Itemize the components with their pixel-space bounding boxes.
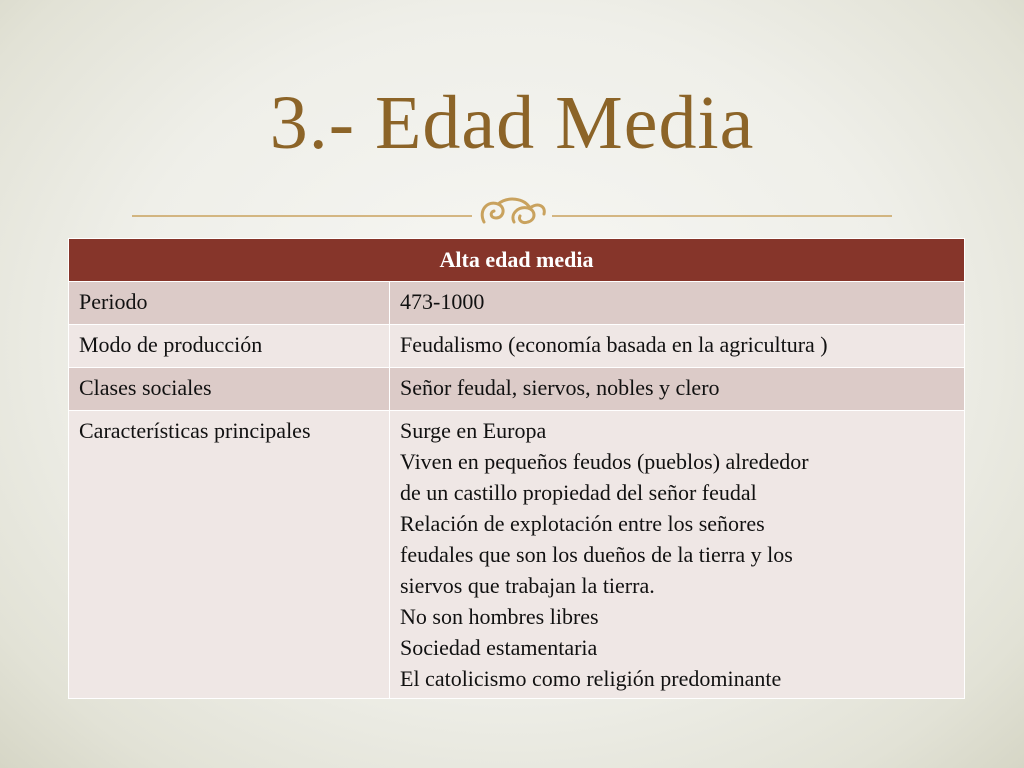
row-value-list [390,411,965,699]
row-label: Periodo [69,282,390,325]
title-divider [132,192,892,232]
characteristic-line: El catolicismo como religión predominante [400,666,782,691]
characteristic-line: de un castillo propiedad del señor feudal [400,480,757,505]
characteristic-line: Relación de explotación entre los señores [400,511,765,536]
row-value: 473-1000 [390,282,965,325]
characteristic-line: feudales que son los dueños de la tierra y los [400,542,793,567]
table-row [69,325,965,368]
content-table [68,238,965,699]
characteristic-line: Surge en Europa [400,418,547,443]
characteristic-line: Sociedad estamentaria [400,635,598,660]
slide-title: 3.- Edad Media [269,81,755,165]
characteristic-line: Viven en pequeños feudos (pueblos) alrededor [400,449,809,474]
table-header: Alta edad media [69,239,965,282]
row-label: Modo de producción [69,325,390,368]
row-label: Clases sociales [69,368,390,411]
content-table-wrapper [68,238,964,699]
table-row [69,282,965,325]
row-value: Feudalismo (economía basada en la agricultura ) [390,325,965,368]
row-label: Características principales [69,411,390,699]
row-value: Señor feudal, siervos, nobles y clero [390,368,965,411]
characteristic-line: No son hombres libres [400,604,599,629]
characteristic-line: siervos que trabajan la tierra. [400,573,655,598]
table-row [69,411,965,699]
table-header-row [69,239,965,282]
flourish-ornament-icon [132,192,892,232]
table-row [69,368,965,411]
